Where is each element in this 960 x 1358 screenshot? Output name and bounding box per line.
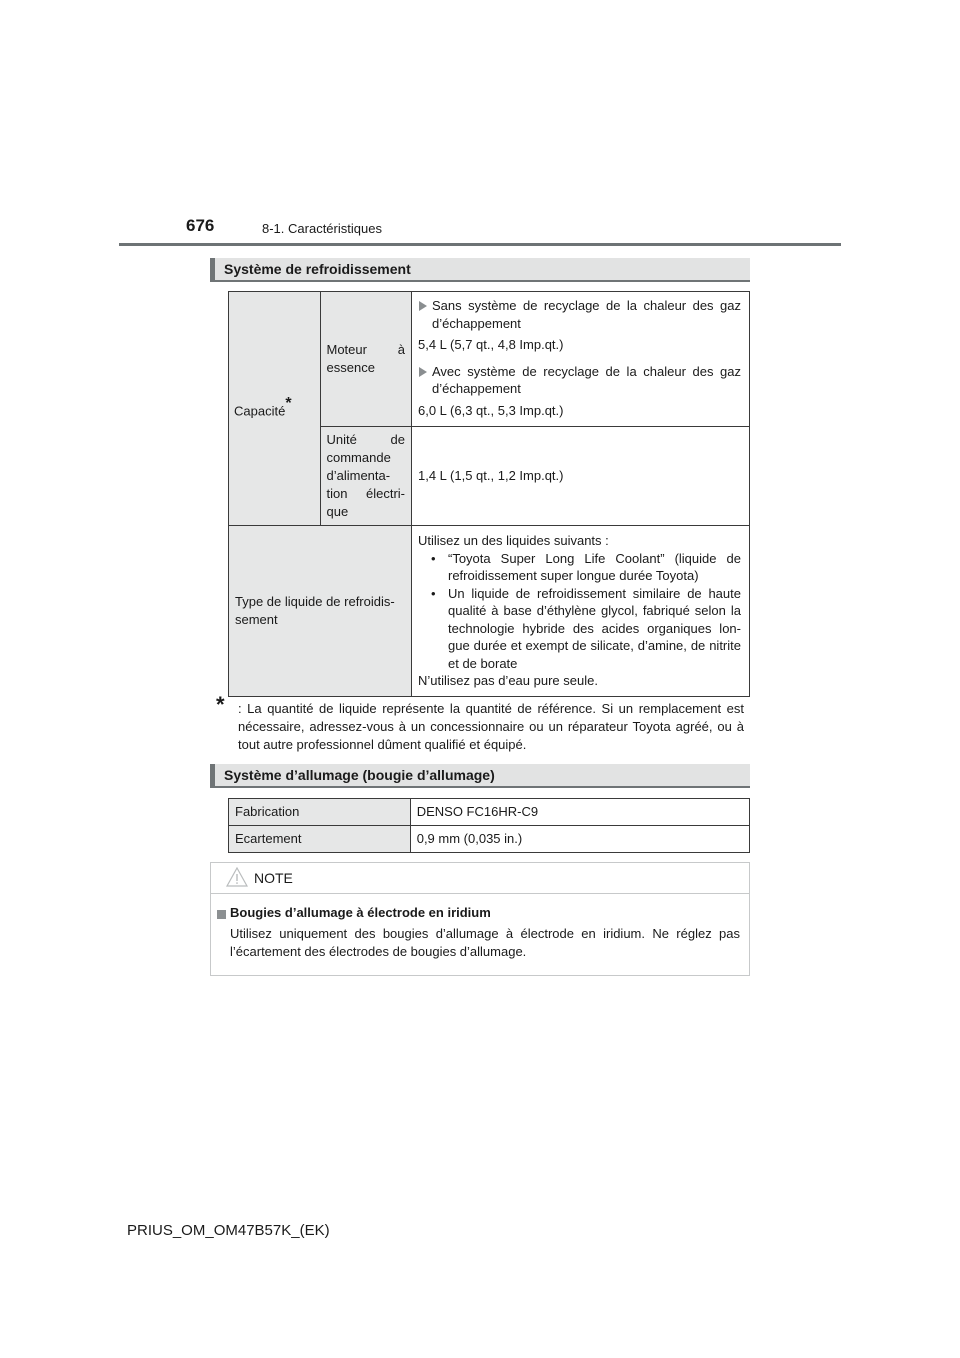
bullet-mark: • — [431, 550, 436, 566]
coolant-type-label: Type de liquide de refroidis- sement — [235, 593, 395, 627]
gap-value-cell — [410, 826, 749, 853]
cooling-spec-table — [228, 291, 750, 697]
table-row — [229, 826, 750, 853]
ignition-spec-table — [228, 798, 750, 853]
coolant-intro: Utilisez un des liquides suivants : — [418, 533, 609, 548]
manufacturer-value-cell — [410, 799, 749, 826]
note-label: NOTE — [254, 870, 293, 886]
capacity-label: Capacité — [234, 403, 286, 419]
gap-label: Ecartement — [235, 831, 302, 846]
table-row — [229, 292, 750, 427]
header-rule — [119, 243, 841, 246]
gas-engine-label: Moteur à essence — [326, 342, 405, 375]
gas-engine-capacity-cell — [412, 292, 750, 427]
table-row — [229, 526, 750, 697]
footnote-text: : La quantité de liquide représente la quantité de référence. Si un remplacement est nécessaire, adressez-vous à un concessionnaire ou un réparateur Toyota agréé, ou à tout autre professionnel dûment qualifié et équipé. — [238, 701, 744, 752]
ignition-section-title: Système d’allumage (bougie d’allumage) — [224, 767, 495, 783]
cooling-section-title: Système de refroidissement — [224, 261, 411, 277]
page-number: 676 — [186, 216, 215, 235]
note-box — [210, 862, 750, 976]
option1-value: 5,4 L (5,7 qt., 4,8 Imp.qt.) — [418, 337, 564, 352]
coolant-type-label-cell — [229, 526, 412, 697]
gas-engine-label-cell — [320, 292, 412, 427]
list-item — [418, 550, 741, 585]
option1-label: Sans système de recyclage de la chaleur des gaz d’échappement — [432, 298, 741, 331]
note-heading: Bougies d’allumage à électrode en iridium — [230, 905, 491, 920]
capacity-footnote-mark: * — [285, 394, 292, 412]
warning-triangle-icon — [226, 867, 248, 887]
manufacturer-value: DENSO FC16HR-C9 — [416, 804, 539, 819]
note-header — [211, 863, 749, 894]
ignition-section-heading — [210, 764, 750, 788]
triangle-bullet-icon — [419, 367, 427, 377]
bullet-mark: • — [431, 585, 436, 601]
pcu-label: Unité de commande d’alimenta- tion électri- que — [326, 432, 405, 519]
footnote-mark: * — [216, 692, 225, 717]
list-item — [418, 363, 741, 398]
heading-marker — [210, 764, 215, 786]
list-item — [418, 585, 741, 673]
square-bullet-icon — [217, 910, 226, 919]
cooling-section-heading — [210, 258, 750, 282]
pcu-capacity-cell — [412, 427, 750, 526]
list-item — [418, 297, 741, 332]
manufacturer-label-cell — [229, 799, 411, 826]
table-row — [229, 799, 750, 826]
manufacturer-label: Fabrication — [235, 804, 300, 819]
coolant-item-2: Un liquide de refroidissement similaire de haute qualité à base d’éthylène glycol, fabriqué selon la technologie hybride des acides organiques lon- gue durée et exempt de silicate, d’amine, de nitrite et de borate — [448, 585, 741, 671]
pcu-label-cell — [320, 427, 412, 526]
option2-label: Avec système de recyclage de la chaleur des gaz d’échappement — [432, 363, 741, 396]
coolant-item-1: “Toyota Super Long Life Coolant” (liquide de refroidissement super longue durée Toyota) — [448, 550, 741, 583]
footnote — [216, 692, 744, 754]
note-text: Utilisez uniquement des bougies d’allumage à électrode en iridium. Ne réglez pas l’écartement des électrodes de bougies d’allumage. — [230, 926, 740, 959]
document-id: PRIUS_OM_OM47B57K_(EK) — [127, 1222, 330, 1239]
gap-value: 0,9 mm (0,035 in.) — [416, 831, 523, 846]
coolant-outro: N’utilisez pas d’eau pure seule. — [418, 673, 598, 688]
pcu-value: 1,4 L (1,5 qt., 1,2 Imp.qt.) — [418, 468, 564, 484]
coolant-type-cell — [412, 526, 750, 697]
section-title: 8-1. Caractéristiques — [262, 221, 382, 236]
capacity-label-cell — [229, 292, 321, 526]
triangle-bullet-icon — [419, 301, 427, 311]
gap-label-cell — [229, 826, 411, 853]
heading-marker — [210, 258, 215, 280]
option2-value: 6,0 L (6,3 qt., 5,3 Imp.qt.) — [418, 402, 564, 418]
